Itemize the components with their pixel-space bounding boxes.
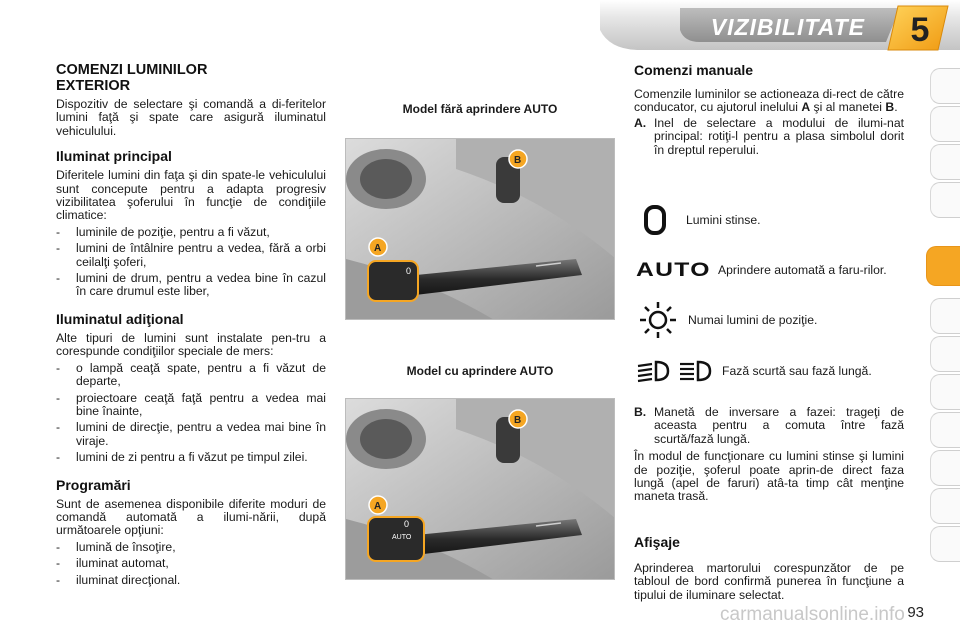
chapter-tab[interactable]: [930, 412, 960, 448]
mode-row-auto: AUTO Aprindere automată a faru-rilor.: [636, 260, 887, 281]
watermark: carmanualsonline.info: [720, 604, 905, 625]
off-zero-icon: [640, 204, 680, 236]
subsection-title: Afişaje: [634, 533, 680, 550]
chapter-title: VIZIBILITATE: [710, 14, 865, 40]
high-beam-icon: [680, 362, 710, 380]
section-title: COMENZI LUMINILOR EXTERIOR: [56, 62, 208, 94]
list-item: - o lampă ceaţă spate, pentru a fi văzut de departe,: [56, 360, 326, 389]
legend-b: B. Manetă de inversare a fazei: trageţi de aceasta pentru a comuta între fază scurtă/fază lungă.: [634, 405, 904, 446]
list-item: - iluminat automat,: [56, 556, 169, 571]
list-dash: -: [56, 450, 61, 465]
chapter-tab[interactable]: [930, 526, 960, 562]
list-item: - lumină de însoţire,: [56, 539, 176, 554]
paragraph: În modul de funcţionare cu lumini stinse şi lumini de poziţie, şoferul poate aprin-de direct faza lungă (apel de faruri) atâ-ta timp cât menţine maneta trasă.: [634, 449, 904, 504]
legend-a: A. Inel de selectare a modului de ilumi-nat principal: rotiţi-l pentru a plasa simbolul dorit în dreptul reperului.: [634, 115, 904, 157]
list-dash: -: [56, 572, 61, 587]
list-dash: -: [56, 420, 61, 435]
list-dash: -: [56, 539, 61, 554]
subsection-title: Iluminatul adiţional: [56, 310, 184, 327]
label-a: A: [374, 501, 382, 512]
chapter-tab[interactable]: [930, 298, 960, 334]
chapter-tab[interactable]: [930, 488, 960, 524]
list-item: - lumini de întâlnire pentru a vedea, fără a orbi ceilalţi şoferi,: [56, 241, 326, 269]
stalk-drawing: [346, 399, 615, 580]
stalk-drawing: [346, 139, 615, 320]
figure-caption: Model cu aprindere AUTO: [406, 364, 554, 378]
ref-b: B: [885, 100, 895, 115]
position-lamp-icon: [636, 300, 680, 340]
list-dash: -: [56, 556, 61, 571]
mode-row-position: Numai lumini de poziţie.: [636, 300, 906, 340]
subsection-title: Comenzi manuale: [634, 62, 754, 78]
ref-a: A: [801, 100, 811, 115]
list-dash: -: [56, 224, 61, 239]
stalk-zero-label: 0: [406, 266, 412, 276]
subsection-title: Programări: [56, 476, 131, 493]
intro-paragraph: Dispozitiv de selectare şi comandă a di-feritelor lumini faţă şi spate care asigură iluminatul vehiculului.: [56, 97, 326, 138]
auto-icon: AUTO: [636, 260, 711, 281]
mode-row-beam: Fază scurtă sau fază lungă.: [634, 356, 910, 386]
paragraph: Diferitele lumini din faţa şi din spate-le vehiculului sunt concepute pentru a adapta progresiv vizibilitatea şoferului în funcţie de condiţiile climatice:: [56, 168, 326, 223]
list-dash: -: [56, 390, 61, 405]
list-item: - luminile de poziţie, pentru a fi văzut,: [56, 224, 270, 239]
chapter-tab[interactable]: [930, 374, 960, 410]
list-dash: -: [56, 271, 61, 286]
list-dash: -: [56, 241, 61, 256]
paragraph: Alte tipuri de lumini sunt instalate pen-tru a corespunde condiţiilor speciale de mers:: [56, 330, 326, 359]
figure-caption: Model fără aprindere AUTO: [402, 102, 558, 116]
stalk-auto-label: AUTO: [392, 534, 412, 541]
stalk-illustration: [345, 138, 615, 320]
low-beam-icon: [638, 362, 668, 381]
list-dash: -: [56, 360, 61, 375]
chapter-tab[interactable]: [930, 450, 960, 486]
list-item: - lumini de zi pentru a fi văzut pe timpul zilei.: [56, 450, 308, 465]
right-column: [634, 62, 904, 157]
list-item: - iluminat direcţional.: [56, 572, 181, 587]
chapter-tab[interactable]: [930, 336, 960, 372]
chapter-tabs: [926, 68, 960, 628]
chapter-header: [0, 0, 960, 56]
list-item: - lumini de drum, pentru a vedea bine în cazul în care drumul este liber,: [56, 271, 326, 299]
paragraph: Sunt de asemenea disponibile diferite moduri de comandă automată a ilumi-nării, după următoarele opţiuni:: [56, 496, 326, 538]
list-item: - proiectoare ceaţă faţă pentru a vedea mai bine înainte,: [56, 390, 326, 418]
right-column-lower: [634, 406, 904, 602]
label-a: A: [374, 243, 382, 254]
beam-icons: [634, 357, 716, 385]
chapter-tab[interactable]: [930, 106, 960, 142]
paragraph: Comenzile luminilor se actioneaza di-rect de către conducator, cu ajutorul inelului A şi al manetei B.: [634, 87, 904, 115]
list-item: - lumini de direcţie, pentru a vedea mai bine în viraje.: [56, 420, 326, 448]
chapter-tab[interactable]: [930, 144, 960, 180]
label-b: B: [514, 415, 522, 426]
stalk-illustration-auto: [345, 398, 615, 580]
subsection-title: Iluminat principal: [56, 148, 172, 165]
paragraph: Aprinderea martorului corespunzător de pe tabloul de bord confirmă punerea în funcţiune a tipului de iluminare selectat.: [634, 560, 904, 602]
mode-row-off: Lumini stinse.: [640, 204, 910, 236]
stalk-zero-label: 0: [404, 519, 410, 529]
chapter-tab-active[interactable]: [926, 246, 960, 286]
chapter-tab[interactable]: [930, 182, 960, 218]
chapter-number: 5: [910, 11, 930, 49]
label-b: B: [514, 155, 522, 166]
chapter-tab[interactable]: [930, 68, 960, 104]
page-number: 93: [907, 604, 924, 621]
left-column: [56, 62, 326, 587]
